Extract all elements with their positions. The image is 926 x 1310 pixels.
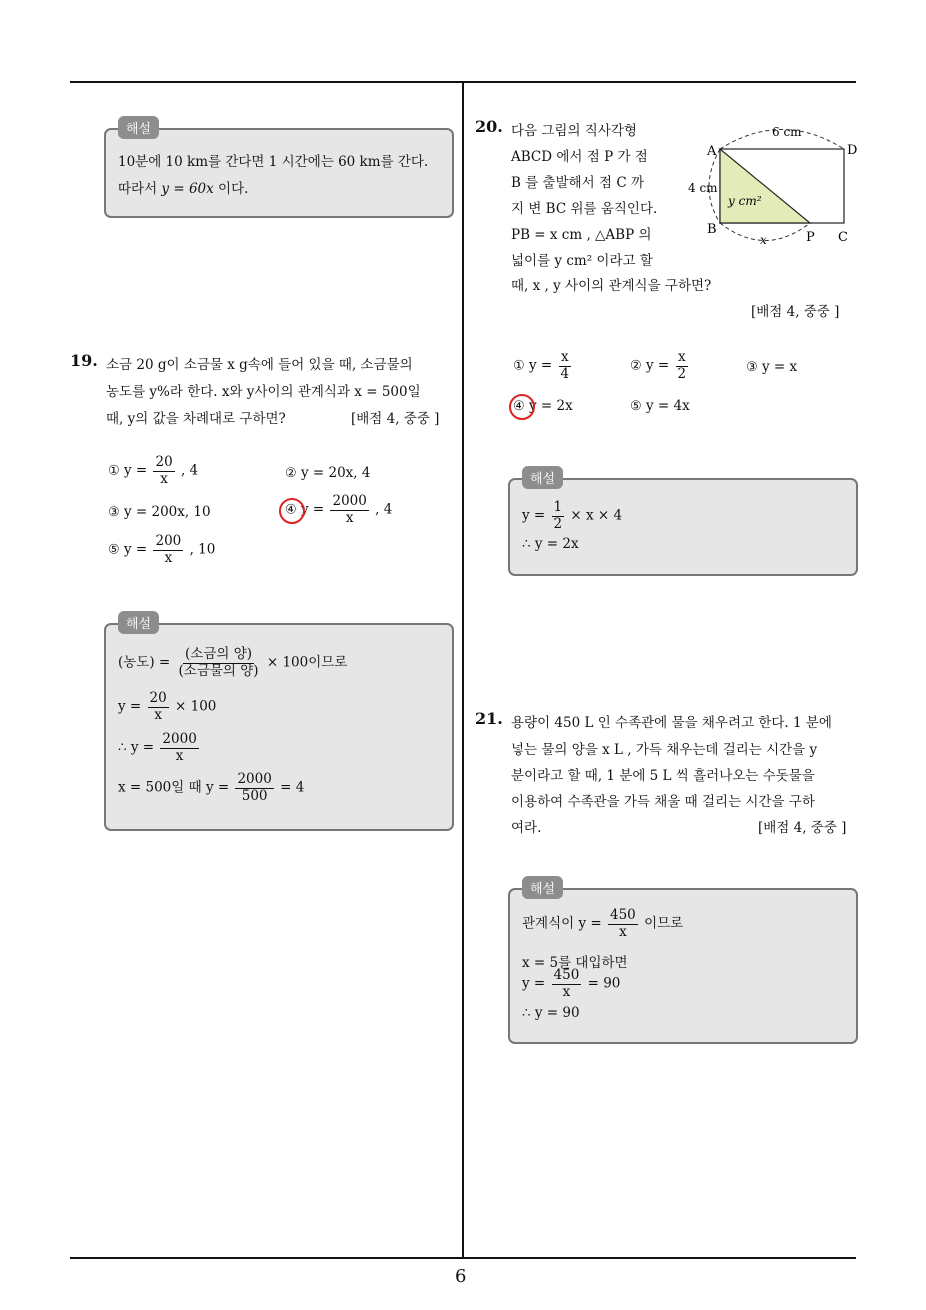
q20-choice-3[interactable] — [746, 359, 797, 375]
q19-expl-l1-post: × 100이므로 — [266, 654, 348, 671]
q20-points: [배점 4, 중중 ] — [751, 304, 840, 320]
q19-line2: 농도를 y%라 한다. x와 y사이의 관계식과 x = 500일 — [106, 384, 421, 400]
q19-choice-4-den: x — [345, 509, 354, 526]
q20-choice-2[interactable] — [630, 350, 690, 382]
q19-answer-circle — [279, 498, 305, 524]
q20-choice-1-num: x — [560, 349, 569, 365]
q20-label-a: A — [707, 144, 717, 159]
q19-expl-l2-num: 20 — [149, 690, 167, 706]
q20-area-label: y cm² — [728, 194, 762, 208]
q20-line4: 지 변 BC 위를 움직인다. — [511, 201, 658, 217]
q21-expl-l3-post: = 90 — [587, 975, 621, 992]
q20-expl-l1-fraction — [552, 500, 565, 532]
q20-expl-l1-num: 1 — [553, 499, 563, 515]
q19-expl-l2-pre: y = — [118, 698, 142, 715]
q18-line2-eq: y = 60x — [161, 181, 214, 197]
q19-choice-1[interactable] — [108, 455, 198, 487]
q21-explanation-line2: x = 5를 대입하면 — [522, 955, 628, 971]
q21-expl-l1-fraction — [608, 908, 638, 940]
q20-triangle-abp — [720, 149, 810, 223]
q20-choice-1-den: 4 — [560, 365, 570, 382]
q20-choice-2-mark: ② — [630, 358, 642, 374]
q21-explanation-line3 — [522, 968, 620, 1000]
q20-label-p: P — [806, 230, 815, 245]
q18-line2-post: 이다. — [218, 181, 249, 197]
q20-choice-4-text: y = 2x — [528, 398, 573, 414]
q20-choice-1-mark: ① — [513, 358, 525, 374]
q21-line5: 여라. — [511, 820, 542, 836]
q19-choice-2[interactable] — [285, 465, 370, 481]
q21-expl-l3-pre: y = — [522, 975, 546, 992]
q19-choice-5[interactable] — [108, 534, 215, 566]
q19-choice-4-fraction — [330, 494, 368, 526]
q19-expl-l2-post: × 100 — [175, 698, 217, 715]
q20-left-length: 4 cm — [688, 181, 718, 195]
q20-choice-3-text: y = x — [761, 359, 798, 375]
q19-choice-5-mark: ⑤ — [108, 542, 120, 558]
q19-choice-4-pre: y = — [300, 501, 325, 518]
q20-label-b: B — [707, 222, 717, 237]
q20-answer-circle — [509, 394, 535, 420]
q19-expl-l1-den: (소금물의 양) — [178, 662, 259, 679]
q20-expl-l1-pre: y = — [522, 507, 546, 524]
q19-expl-l3-den: x — [175, 747, 184, 764]
q21-line2: 넣는 물의 양을 x L , 가득 채우는데 걸리는 시간을 y — [511, 742, 818, 758]
q20-expl-l1-den: 2 — [553, 515, 563, 532]
q19-expl-l3-pre: ∴ y = — [118, 739, 155, 756]
q20-choice-4-mark: ④ — [513, 399, 525, 414]
q19-expl-l2-den: x — [154, 706, 162, 723]
q19-expl-l4-fraction — [235, 772, 273, 804]
q19-choice-4-num: 2000 — [332, 493, 367, 509]
q20-line3: B 를 출발해서 점 C 까 — [511, 175, 644, 191]
q20-line1: 다음 그림의 직사각형 — [511, 123, 637, 139]
q21-number: 21. — [475, 709, 503, 728]
q19-choice-2-mark: ② — [285, 466, 297, 481]
q18-explanation-line2 — [118, 177, 248, 197]
q19-explanation-tag: 해설 — [118, 611, 159, 634]
q20-top-length: 6 cm — [772, 125, 802, 139]
q20-line2: ABCD 에서 점 P 가 점 — [511, 149, 648, 165]
q18-explanation-tag: 해설 — [118, 116, 159, 139]
q19-choice-5-fraction — [153, 534, 183, 566]
q20-label-c: C — [838, 230, 848, 245]
q19-choice-4-post: , 4 — [375, 501, 393, 518]
q19-explanation-line1 — [118, 647, 347, 679]
q19-choice-1-den: x — [160, 470, 168, 487]
q19-choice-5-den: x — [164, 549, 173, 566]
q19-expl-l4-post: = 4 — [280, 779, 305, 796]
q19-choice-5-post: , 10 — [189, 541, 216, 558]
q19-choice-1-num: 20 — [155, 454, 173, 470]
q21-expl-l1-den: x — [619, 923, 627, 940]
q19-explanation-line3 — [118, 732, 201, 764]
q18-explanation-line1: 10분에 10 km를 간다면 1 시간에는 60 km를 간다. — [118, 154, 429, 170]
q19-expl-l1-num: (소금의 양) — [185, 646, 253, 662]
q19-choice-1-post: , 4 — [180, 462, 199, 479]
q19-number: 19. — [70, 351, 98, 370]
q20-choice-5[interactable] — [630, 398, 690, 414]
q19-choice-3[interactable] — [108, 504, 211, 520]
q19-expl-l1-fraction — [177, 647, 261, 679]
q19-choice-1-mark: ① — [108, 463, 120, 479]
column-divider — [462, 82, 464, 1259]
q19-explanation-line4 — [118, 772, 304, 804]
q21-expl-l1-pre: 관계식이 y = — [522, 915, 602, 932]
q20-explanation-line1 — [522, 500, 622, 532]
q21-explanation-tag: 해설 — [522, 876, 563, 899]
q20-choice-1-pre: y = — [528, 357, 553, 374]
q19-expl-l1-pre: (농도) = — [118, 654, 171, 671]
q19-line3: 때, y의 값을 차례대로 구하면? — [106, 411, 286, 427]
q21-explanation-line1 — [522, 908, 683, 940]
q19-explanation-line2 — [118, 691, 216, 723]
bottom-rule — [70, 1257, 856, 1259]
q20-line5: PB = x cm , △ABP 의 — [511, 227, 652, 243]
q20-choice-2-num: x — [677, 349, 686, 365]
q21-expl-l1-num: 450 — [609, 907, 636, 923]
q20-choice-1-fraction — [558, 350, 571, 382]
q18-line2-pre: 따라서 — [118, 181, 158, 197]
q19-choice-3-text: y = 200x, 10 — [123, 504, 211, 520]
q20-choice-5-mark: ⑤ — [630, 399, 642, 414]
q21-line1: 용량이 450 L 인 수족관에 물을 채우려고 한다. 1 분에 — [511, 715, 832, 731]
q20-bottom-length: x — [760, 233, 767, 247]
q20-choice-3-mark: ③ — [746, 360, 758, 375]
q21-line3: 분이라고 할 때, 1 분에 5 L 씩 흘러나오는 수돗물을 — [511, 768, 815, 784]
q19-line1: 소금 20 g이 소금물 x g속에 들어 있을 때, 소금물의 — [106, 357, 413, 373]
q19-choice-1-pre: y = — [123, 462, 148, 479]
q19-expl-l3-fraction — [160, 732, 198, 764]
q21-expl-l3-num: 450 — [553, 967, 580, 983]
q19-choice-1-fraction — [153, 455, 174, 487]
q21-points: [배점 4, 중중 ] — [758, 820, 847, 836]
q21-expl-l3-den: x — [562, 983, 571, 1000]
q20-label-d: D — [847, 143, 858, 158]
q19-expl-l3-num: 2000 — [162, 731, 197, 747]
q19-choice-5-pre: y = — [123, 541, 148, 558]
q20-choice-2-den: 2 — [677, 365, 687, 382]
q20-expl-l1-post: × x × 4 — [570, 507, 623, 524]
q19-choice-4-mark: ④ — [285, 502, 297, 518]
q19-choice-3-mark: ③ — [108, 505, 120, 520]
q19-expl-l4-den: 500 — [241, 787, 268, 804]
q19-points: [배점 4, 중중 ] — [351, 411, 440, 427]
q19-choice-2-text: y = 20x, 4 — [300, 465, 371, 481]
q20-explanation-tag: 해설 — [522, 466, 563, 489]
q20-choice-1[interactable] — [513, 350, 573, 382]
page-number: 6 — [455, 1266, 467, 1287]
q21-line4: 이용하여 수족관을 가득 채울 때 걸리는 시간을 구하 — [511, 794, 815, 810]
q19-expl-l4-num: 2000 — [237, 771, 272, 787]
q21-expl-l1-post: 이므로 — [644, 915, 684, 932]
q19-choice-5-num: 200 — [155, 533, 182, 549]
q20-number: 20. — [475, 117, 503, 136]
q20-choice-5-text: y = 4x — [645, 398, 690, 414]
q20-choice-2-fraction — [675, 350, 688, 382]
q20-explanation-line2: ∴ y = 2x — [522, 536, 579, 552]
q21-explanation-line4: ∴ y = 90 — [522, 1005, 580, 1021]
q18-explanation-box — [104, 128, 454, 218]
q20-choice-2-pre: y = — [645, 357, 670, 374]
q19-expl-l4-pre: x = 500일 때 y = — [118, 779, 230, 796]
q20-rectangle-figure — [680, 118, 870, 250]
q21-expl-l3-fraction — [552, 968, 582, 1000]
q20-line7: 때, x , y 사이의 관계식을 구하면? — [511, 278, 712, 294]
q19-expl-l2-fraction — [148, 691, 169, 723]
q20-line6: 넓이를 y cm² 이라고 할 — [511, 253, 653, 269]
